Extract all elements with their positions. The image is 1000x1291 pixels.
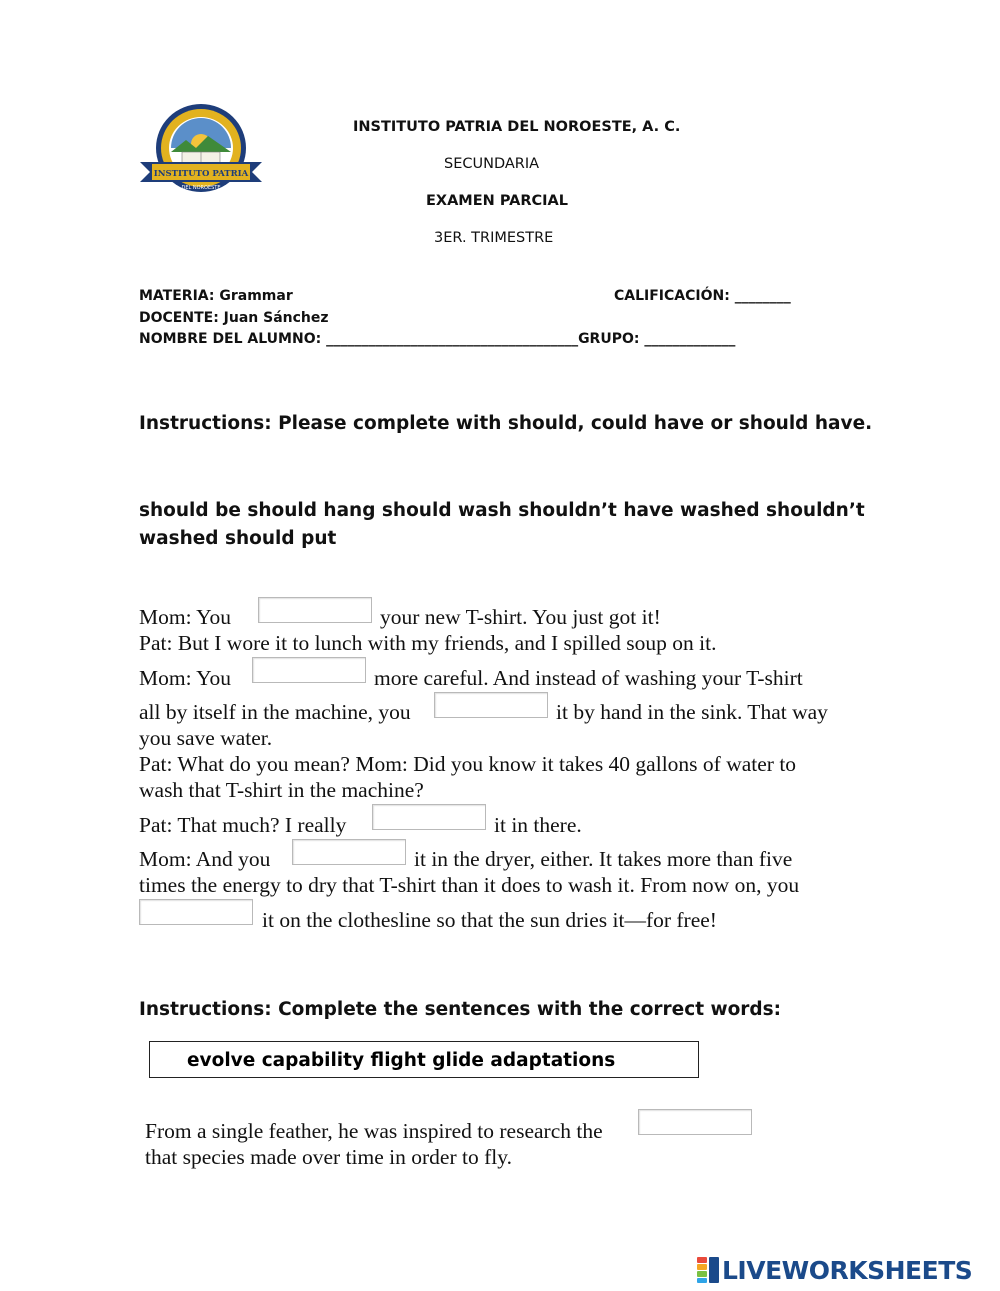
dialogue-line: Pat: But I wore it to lunch with my friends, and I spilled soup on it. [139,631,717,655]
student-name-group-line: NOMBRE DEL ALUMNO: ____________________________________GRUPO: _____________ [139,331,736,347]
dialogue-line: it on the clothesline so that the sun dries it—for free! [262,908,717,932]
dialogue-line: Mom: And you [139,847,271,871]
instructions-2: Instructions: Complete the sentences with the correct words: [139,999,782,1020]
dialogue-line: it in the dryer, either. It takes more than five [414,847,793,871]
answer-blank-4[interactable] [372,804,486,830]
sentence-line: From a single feather, he was inspired to research the [145,1119,603,1143]
dialogue-line: your new T-shirt. You just got it! [380,605,661,629]
answer-blank-2[interactable] [252,657,366,683]
svg-text:INSTITUTO PATRIA: INSTITUTO PATRIA [153,169,249,179]
word-bank-2-box [149,1041,699,1078]
school-logo [138,100,264,196]
dialogue-line: it in there. [494,813,582,837]
sentence-line: that species made over time in order to fly. [145,1145,512,1169]
answer-blank-1[interactable] [258,597,372,623]
liveworksheets-icon [697,1257,719,1283]
dialogue-line: Mom: You [139,605,232,629]
dialogue-line: it by hand in the sink. That way [556,700,828,724]
answer-blank-7[interactable] [638,1109,752,1135]
school-name: INSTITUTO PATRIA DEL NOROESTE, A. C. [353,119,681,135]
dialogue-line: wash that T-shirt in the machine? [139,778,424,802]
word-bank-2: evolve capability flight glide adaptations [187,1050,616,1071]
word-bank-1-line1: should be should hang should wash shouldn’t have washed shouldn’t [139,500,865,521]
svg-text:DEL NOROESTE: DEL NOROESTE [181,185,221,191]
dialogue-line: all by itself in the machine, you [139,700,411,724]
school-level: SECUNDARIA [444,156,540,172]
dialogue-line: Pat: What do you mean? Mom: Did you know it takes 40 gallons of water to [139,752,797,776]
dialogue-line: Pat: That much? I really [139,813,347,837]
subject-label: MATERIA: Grammar [139,288,293,304]
liveworksheets-logo[interactable] [697,1255,972,1285]
exam-term: 3ER. TRIMESTRE [434,230,554,246]
answer-blank-6[interactable] [139,899,253,925]
answer-blank-5[interactable] [292,839,406,865]
answer-blank-3[interactable] [434,692,548,718]
liveworksheets-brand: LIVEWORKSHEETS [722,1255,973,1285]
word-bank-1-line2: washed should put [139,528,337,549]
instructions-1: Instructions: Please complete with should, could have or should have. [139,413,873,434]
exam-title: EXAMEN PARCIAL [426,193,569,209]
grade-label: CALIFICACIÓN: ________ [614,288,791,304]
dialogue-line: more careful. And instead of washing your T-shirt [374,666,803,690]
dialogue-line: times the energy to dry that T-shirt than it does to wash it. From now on, you [139,873,800,897]
teacher-label: DOCENTE: Juan Sánchez [139,310,329,326]
dialogue-line: Mom: You [139,666,232,690]
dialogue-line: you save water. [139,726,273,750]
